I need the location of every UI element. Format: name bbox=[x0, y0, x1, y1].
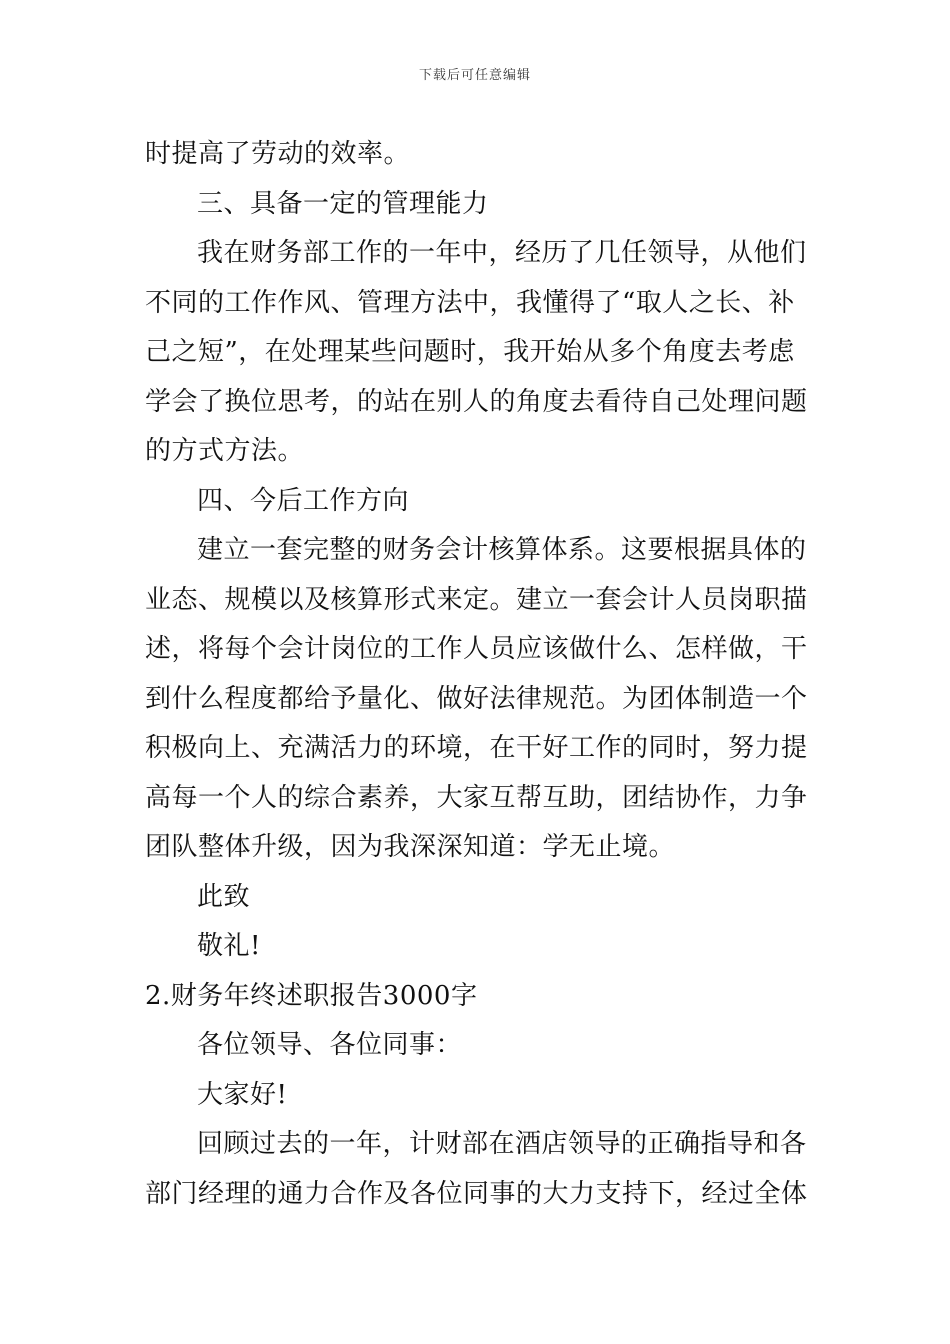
page-header-note: 下载后可任意编辑 bbox=[418, 68, 531, 83]
paragraph-line: 建立一套完整的财务会计核算体系。这要根据具体的 bbox=[197, 535, 807, 565]
paragraph-line: 时提高了劳动的效率。 bbox=[145, 139, 411, 169]
paragraph-line: 不同的工作作风、管理方法中，我懂得了“取人之长、补 bbox=[145, 287, 795, 318]
section-heading-3: 三、具备一定的管理能力 bbox=[197, 188, 489, 219]
paragraph-line: 己之短”，在处理某些问题时，我开始从多个角度去考虑 bbox=[145, 337, 795, 367]
paragraph-line: 高每一个人的综合素养，大家互帮互助，团结协作，力争 bbox=[145, 782, 808, 813]
greeting-line: 大家好! bbox=[197, 1079, 288, 1110]
paragraph-line: 回顾过去的一年，计财部在酒店领导的正确指导和各 bbox=[197, 1129, 807, 1159]
document-section-title: 2.财务年终述职报告3000字 bbox=[145, 980, 478, 1011]
paragraph-line: 部门经理的通力合作及各位同事的大力支持下，经过全体 bbox=[145, 1178, 808, 1209]
closing-salutation: 敬礼! bbox=[197, 931, 261, 961]
greeting-line: 各位领导、各位同事： bbox=[197, 1030, 463, 1060]
closing-salutation: 此致 bbox=[197, 881, 251, 912]
paragraph-line: 积极向上、充满活力的环境，在干好工作的同时，努力提 bbox=[145, 733, 808, 763]
paragraph-line: 到什么程度都给予量化、做好法律规范。为团体制造一个 bbox=[145, 683, 808, 714]
paragraph-line: 我在财务部工作的一年中，经历了几任领导，从他们 bbox=[197, 238, 807, 268]
section-heading-4: 四、今后工作方向 bbox=[197, 485, 410, 516]
paragraph-line: 团队整体升级，因为我深深知道：学无止境。 bbox=[145, 832, 676, 862]
paragraph-line: 业态、规模以及核算形式来定。建立一套会计人员岗职描 bbox=[145, 584, 808, 615]
paragraph-line: 学会了换位思考，的站在别人的角度去看待自己处理问题 bbox=[145, 386, 808, 417]
paragraph-line: 述，将每个会计岗位的工作人员应该做什么、怎样做，干 bbox=[145, 634, 808, 664]
document-body bbox=[145, 130, 810, 1219]
paragraph-line: 的方式方法。 bbox=[145, 436, 305, 466]
